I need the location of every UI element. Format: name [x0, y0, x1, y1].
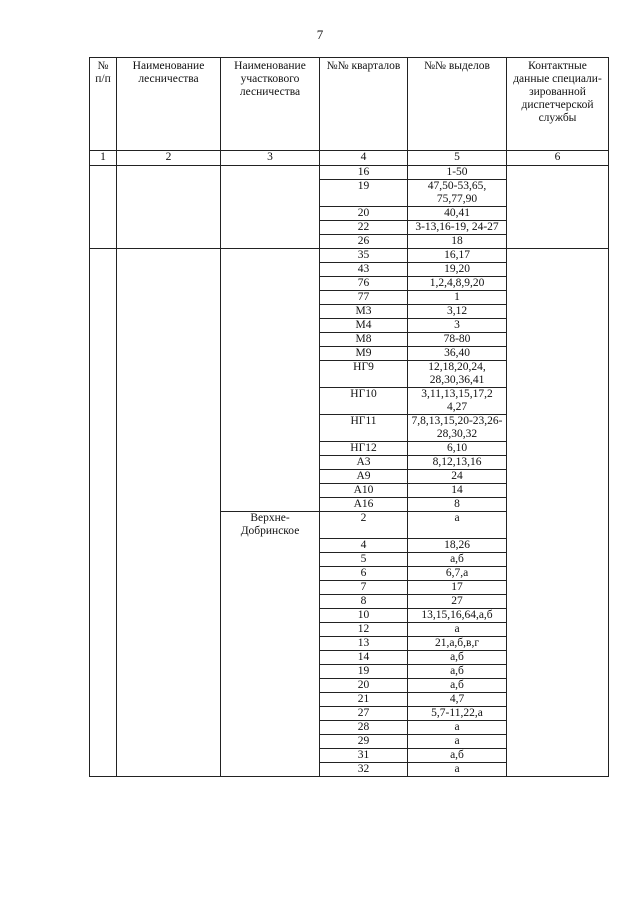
quarter-cell: М4: [320, 319, 408, 333]
forestry-cell: [117, 706, 221, 720]
contact-cell: [507, 166, 609, 180]
forestry-cell: [117, 720, 221, 734]
allotment-cell: 4,7: [408, 692, 507, 706]
contact-cell: [507, 622, 609, 636]
participatory-forestry-cell: [221, 622, 320, 636]
forestry-cell: [117, 319, 221, 333]
row-number-cell: [90, 748, 117, 762]
table-row: [90, 221, 609, 235]
contact-cell: [507, 636, 609, 650]
table-header-row: [90, 58, 609, 151]
table-row: [90, 594, 609, 608]
quarter-cell: НГ9: [320, 361, 408, 388]
allotment-cell: 3,12: [408, 305, 507, 319]
quarter-cell: А10: [320, 484, 408, 498]
row-number-cell: [90, 762, 117, 776]
column-number-cell: 2: [117, 151, 221, 166]
contact-cell: [507, 720, 609, 734]
allotment-cell: 24: [408, 470, 507, 484]
table-row: [90, 305, 609, 319]
allotment-cell: 19,20: [408, 263, 507, 277]
contact-cell: [507, 498, 609, 512]
row-number-cell: [90, 580, 117, 594]
row-number-cell: [90, 484, 117, 498]
page-number: 7: [316, 27, 324, 42]
header-cell: №№ кварталов: [320, 58, 408, 151]
table-row: [90, 263, 609, 277]
allotment-cell: а,б: [408, 664, 507, 678]
forest-quarters-table: [89, 57, 609, 777]
participatory-forestry-cell: [221, 498, 320, 512]
column-number-cell: 1: [90, 151, 117, 166]
column-number-cell: 5: [408, 151, 507, 166]
contact-cell: [507, 470, 609, 484]
row-number-cell: [90, 263, 117, 277]
row-number-cell: [90, 706, 117, 720]
header-cell: Наименование участкового лесничества: [221, 58, 320, 151]
allotment-cell: 16,17: [408, 249, 507, 263]
contact-cell: [507, 538, 609, 552]
table-row: [90, 720, 609, 734]
participatory-forestry-cell: [221, 608, 320, 622]
participatory-forestry-cell: [221, 388, 320, 415]
contact-cell: [507, 580, 609, 594]
contact-cell: [507, 263, 609, 277]
forestry-cell: [117, 484, 221, 498]
quarter-cell: А3: [320, 456, 408, 470]
table-row: [90, 538, 609, 552]
row-number-cell: [90, 333, 117, 347]
quarter-cell: 43: [320, 263, 408, 277]
row-number-cell: [90, 734, 117, 748]
forestry-cell: [117, 762, 221, 776]
table-row: [90, 415, 609, 442]
row-number-cell: [90, 180, 117, 207]
allotment-cell: 21,а,б,в,г: [408, 636, 507, 650]
table-row: [90, 470, 609, 484]
contact-cell: [507, 608, 609, 622]
table-row: [90, 608, 609, 622]
quarter-cell: 19: [320, 664, 408, 678]
table-row: [90, 347, 609, 361]
row-number-cell: [90, 166, 117, 180]
quarter-cell: 35: [320, 249, 408, 263]
row-number-cell: [90, 636, 117, 650]
participatory-forestry-cell: [221, 538, 320, 552]
table-row: [90, 692, 609, 706]
participatory-forestry-name: Верхне-Добринское: [240, 512, 300, 537]
contact-cell: [507, 347, 609, 361]
contact-cell: [507, 512, 609, 539]
quarter-cell: 29: [320, 734, 408, 748]
contact-cell: [507, 415, 609, 442]
participatory-forestry-cell: [221, 263, 320, 277]
quarter-cell: 16: [320, 166, 408, 180]
row-number-cell: [90, 361, 117, 388]
participatory-forestry-cell: [221, 692, 320, 706]
forestry-cell: [117, 552, 221, 566]
forestry-cell: [117, 221, 221, 235]
table-row: [90, 361, 609, 388]
quarter-cell: 5: [320, 552, 408, 566]
forestry-cell: [117, 580, 221, 594]
allotment-cell: а: [408, 762, 507, 776]
participatory-forestry-cell: [221, 361, 320, 388]
table-row: [90, 249, 609, 263]
row-number-cell: [90, 347, 117, 361]
row-number-cell: [90, 594, 117, 608]
forestry-cell: [117, 207, 221, 221]
table-row: [90, 498, 609, 512]
table-row: [90, 734, 609, 748]
table-row: [90, 512, 609, 539]
table-row: [90, 566, 609, 580]
allotment-cell: а,б: [408, 650, 507, 664]
table-body: [90, 58, 609, 777]
quarter-cell: 22: [320, 221, 408, 235]
forestry-cell: [117, 636, 221, 650]
forestry-cell: [117, 650, 221, 664]
allotment-cell: 12,18,20,24, 28,30,36,41: [408, 361, 507, 388]
row-number-cell: [90, 207, 117, 221]
allotment-cell: 5,7-11,22,а: [408, 706, 507, 720]
row-number-cell: [90, 664, 117, 678]
allotment-cell: 1,2,4,8,9,20: [408, 277, 507, 291]
forestry-cell: [117, 678, 221, 692]
forestry-cell: [117, 734, 221, 748]
forestry-cell: [117, 415, 221, 442]
participatory-forestry-cell: [221, 484, 320, 498]
contact-cell: [507, 221, 609, 235]
forestry-cell: [117, 442, 221, 456]
participatory-forestry-cell: [221, 221, 320, 235]
table-row: [90, 456, 609, 470]
contact-cell: [507, 235, 609, 249]
participatory-forestry-cell: [221, 319, 320, 333]
contact-cell: [507, 442, 609, 456]
quarter-cell: 20: [320, 207, 408, 221]
participatory-forestry-cell: [221, 664, 320, 678]
allotment-cell: а,б: [408, 552, 507, 566]
quarter-cell: 13: [320, 636, 408, 650]
row-number-cell: [90, 566, 117, 580]
contact-cell: [507, 305, 609, 319]
contact-cell: [507, 333, 609, 347]
participatory-forestry-cell: [221, 291, 320, 305]
contact-cell: [507, 734, 609, 748]
quarter-cell: М9: [320, 347, 408, 361]
column-number-cell: 4: [320, 151, 408, 166]
quarter-cell: НГ12: [320, 442, 408, 456]
participatory-forestry-cell: [221, 636, 320, 650]
quarter-cell: 6: [320, 566, 408, 580]
allotment-cell: 3-13,16-19, 24-27: [408, 221, 507, 235]
column-number-cell: 3: [221, 151, 320, 166]
quarter-cell: НГ11: [320, 415, 408, 442]
contact-cell: [507, 277, 609, 291]
allotment-cell: а: [408, 720, 507, 734]
forestry-cell: [117, 748, 221, 762]
quarter-cell: 20: [320, 678, 408, 692]
participatory-forestry-cell: [221, 594, 320, 608]
participatory-forestry-cell: [221, 748, 320, 762]
contact-cell: [507, 249, 609, 263]
forestry-cell: [117, 305, 221, 319]
header-cell: Контактные данные специали-зированной диспетчерской службы: [507, 58, 609, 151]
participatory-forestry-cell: [221, 305, 320, 319]
allotment-cell: 8: [408, 498, 507, 512]
participatory-forestry-cell: [221, 470, 320, 484]
quarter-cell: 4: [320, 538, 408, 552]
table-row: [90, 442, 609, 456]
row-number-cell: [90, 235, 117, 249]
participatory-forestry-cell: [221, 552, 320, 566]
quarter-cell: 10: [320, 608, 408, 622]
quarter-cell: 14: [320, 650, 408, 664]
forestry-cell: [117, 347, 221, 361]
participatory-forestry-cell: [221, 180, 320, 207]
column-number-cell: 6: [507, 151, 609, 166]
quarter-cell: М3: [320, 305, 408, 319]
forestry-cell: [117, 388, 221, 415]
header-cell: Наименование лесничества: [117, 58, 221, 151]
allotment-cell: 6,7,а: [408, 566, 507, 580]
forestry-cell: [117, 291, 221, 305]
table-row: [90, 762, 609, 776]
allotment-cell: 7,8,13,15,20-23,26-28,30,32: [408, 415, 507, 442]
allotment-cell: 1: [408, 291, 507, 305]
contact-cell: [507, 748, 609, 762]
contact-cell: [507, 207, 609, 221]
allotment-cell: 18: [408, 235, 507, 249]
contact-cell: [507, 762, 609, 776]
quarter-cell: 32: [320, 762, 408, 776]
table-row: [90, 678, 609, 692]
contact-cell: [507, 456, 609, 470]
quarter-cell: 7: [320, 580, 408, 594]
allotment-cell: 3: [408, 319, 507, 333]
row-number-cell: [90, 305, 117, 319]
table-row: [90, 333, 609, 347]
allotment-cell: 6,10: [408, 442, 507, 456]
table-row: [90, 580, 609, 594]
allotment-cell: 17: [408, 580, 507, 594]
table-row: [90, 552, 609, 566]
participatory-forestry-cell: [221, 720, 320, 734]
column-number-row: [90, 151, 609, 166]
contact-cell: [507, 180, 609, 207]
allotment-cell: а: [408, 734, 507, 748]
allotment-cell: а,б: [408, 748, 507, 762]
contact-cell: [507, 678, 609, 692]
row-number-cell: [90, 498, 117, 512]
participatory-forestry-cell: [221, 442, 320, 456]
table-row: [90, 622, 609, 636]
participatory-forestry-cell: [221, 734, 320, 748]
forestry-cell: [117, 470, 221, 484]
quarter-cell: 8: [320, 594, 408, 608]
contact-cell: [507, 706, 609, 720]
contact-cell: [507, 291, 609, 305]
quarter-cell: 27: [320, 706, 408, 720]
row-number-cell: [90, 388, 117, 415]
participatory-forestry-cell: [221, 456, 320, 470]
allotment-cell: 3,11,13,15,17,2 4,27: [408, 388, 507, 415]
row-number-cell: [90, 608, 117, 622]
forestry-cell: [117, 664, 221, 678]
participatory-forestry-cell: [221, 166, 320, 180]
quarter-cell: М8: [320, 333, 408, 347]
forestry-cell: [117, 235, 221, 249]
row-number-cell: [90, 415, 117, 442]
table-row: [90, 291, 609, 305]
participatory-forestry-cell: [221, 566, 320, 580]
table-row: [90, 484, 609, 498]
table-row: [90, 319, 609, 333]
row-number-cell: [90, 470, 117, 484]
table-row: [90, 180, 609, 207]
participatory-forestry-cell: [221, 678, 320, 692]
allotment-cell: 1-50: [408, 166, 507, 180]
forestry-cell: [117, 608, 221, 622]
row-number-cell: [90, 249, 117, 263]
allotment-cell: 47,50-53,65, 75,77,90: [408, 180, 507, 207]
row-number-cell: [90, 678, 117, 692]
row-number-cell: [90, 650, 117, 664]
row-number-cell: [90, 319, 117, 333]
forestry-cell: [117, 333, 221, 347]
allotment-cell: 27: [408, 594, 507, 608]
row-number-cell: [90, 538, 117, 552]
quarter-cell: 26: [320, 235, 408, 249]
header-cell: №№ выделов: [408, 58, 507, 151]
forestry-cell: [117, 538, 221, 552]
forestry-cell: [117, 166, 221, 180]
participatory-forestry-cell: [221, 512, 320, 539]
participatory-forestry-cell: [221, 249, 320, 263]
allotment-cell: а,б: [408, 678, 507, 692]
quarter-cell: НГ10: [320, 388, 408, 415]
quarter-cell: А9: [320, 470, 408, 484]
allotment-cell: 18,26: [408, 538, 507, 552]
participatory-forestry-cell: [221, 347, 320, 361]
forestry-cell: [117, 456, 221, 470]
table-row: [90, 388, 609, 415]
table-row: [90, 636, 609, 650]
quarter-cell: 19: [320, 180, 408, 207]
forestry-cell: [117, 249, 221, 263]
forestry-cell: [117, 594, 221, 608]
row-number-cell: [90, 442, 117, 456]
table-row: [90, 664, 609, 678]
forestry-cell: [117, 566, 221, 580]
participatory-forestry-cell: [221, 277, 320, 291]
contact-cell: [507, 552, 609, 566]
contact-cell: [507, 650, 609, 664]
row-number-cell: [90, 277, 117, 291]
row-number-cell: [90, 291, 117, 305]
quarter-cell: 12: [320, 622, 408, 636]
allotment-cell: 14: [408, 484, 507, 498]
forestry-cell: [117, 180, 221, 207]
contact-cell: [507, 566, 609, 580]
row-number-cell: [90, 622, 117, 636]
row-number-cell: [90, 221, 117, 235]
row-number-cell: [90, 720, 117, 734]
table-row: [90, 166, 609, 180]
allotment-cell: а: [408, 512, 507, 539]
participatory-forestry-cell: [221, 706, 320, 720]
table-row: [90, 207, 609, 221]
allotment-cell: а: [408, 622, 507, 636]
forestry-cell: [117, 512, 221, 539]
allotment-cell: 8,12,13,16: [408, 456, 507, 470]
quarter-cell: 28: [320, 720, 408, 734]
row-number-cell: [90, 692, 117, 706]
allotment-cell: 13,15,16,64,а,б: [408, 608, 507, 622]
quarter-cell: 77: [320, 291, 408, 305]
quarter-cell: 2: [320, 512, 408, 539]
participatory-forestry-cell: [221, 580, 320, 594]
contact-cell: [507, 319, 609, 333]
quarter-cell: А16: [320, 498, 408, 512]
allotment-cell: 40,41: [408, 207, 507, 221]
table-row: [90, 650, 609, 664]
row-number-cell: [90, 552, 117, 566]
table-row: [90, 235, 609, 249]
quarter-cell: 21: [320, 692, 408, 706]
forestry-cell: [117, 277, 221, 291]
forestry-cell: [117, 498, 221, 512]
participatory-forestry-cell: [221, 415, 320, 442]
quarter-cell: 31: [320, 748, 408, 762]
forestry-cell: [117, 692, 221, 706]
quarter-cell: 76: [320, 277, 408, 291]
forestry-cell: [117, 263, 221, 277]
forestry-cell: [117, 361, 221, 388]
allotment-cell: 78-80: [408, 333, 507, 347]
row-number-cell: [90, 512, 117, 539]
participatory-forestry-cell: [221, 207, 320, 221]
header-cell: № п/п: [90, 58, 117, 151]
contact-cell: [507, 388, 609, 415]
contact-cell: [507, 484, 609, 498]
participatory-forestry-cell: [221, 333, 320, 347]
contact-cell: [507, 594, 609, 608]
contact-cell: [507, 664, 609, 678]
table-row: [90, 748, 609, 762]
participatory-forestry-cell: [221, 235, 320, 249]
contact-cell: [507, 692, 609, 706]
participatory-forestry-cell: [221, 762, 320, 776]
row-number-cell: [90, 456, 117, 470]
allotment-cell: 36,40: [408, 347, 507, 361]
forestry-cell: [117, 622, 221, 636]
participatory-forestry-cell: [221, 650, 320, 664]
table-row: [90, 277, 609, 291]
contact-cell: [507, 361, 609, 388]
table-row: [90, 706, 609, 720]
